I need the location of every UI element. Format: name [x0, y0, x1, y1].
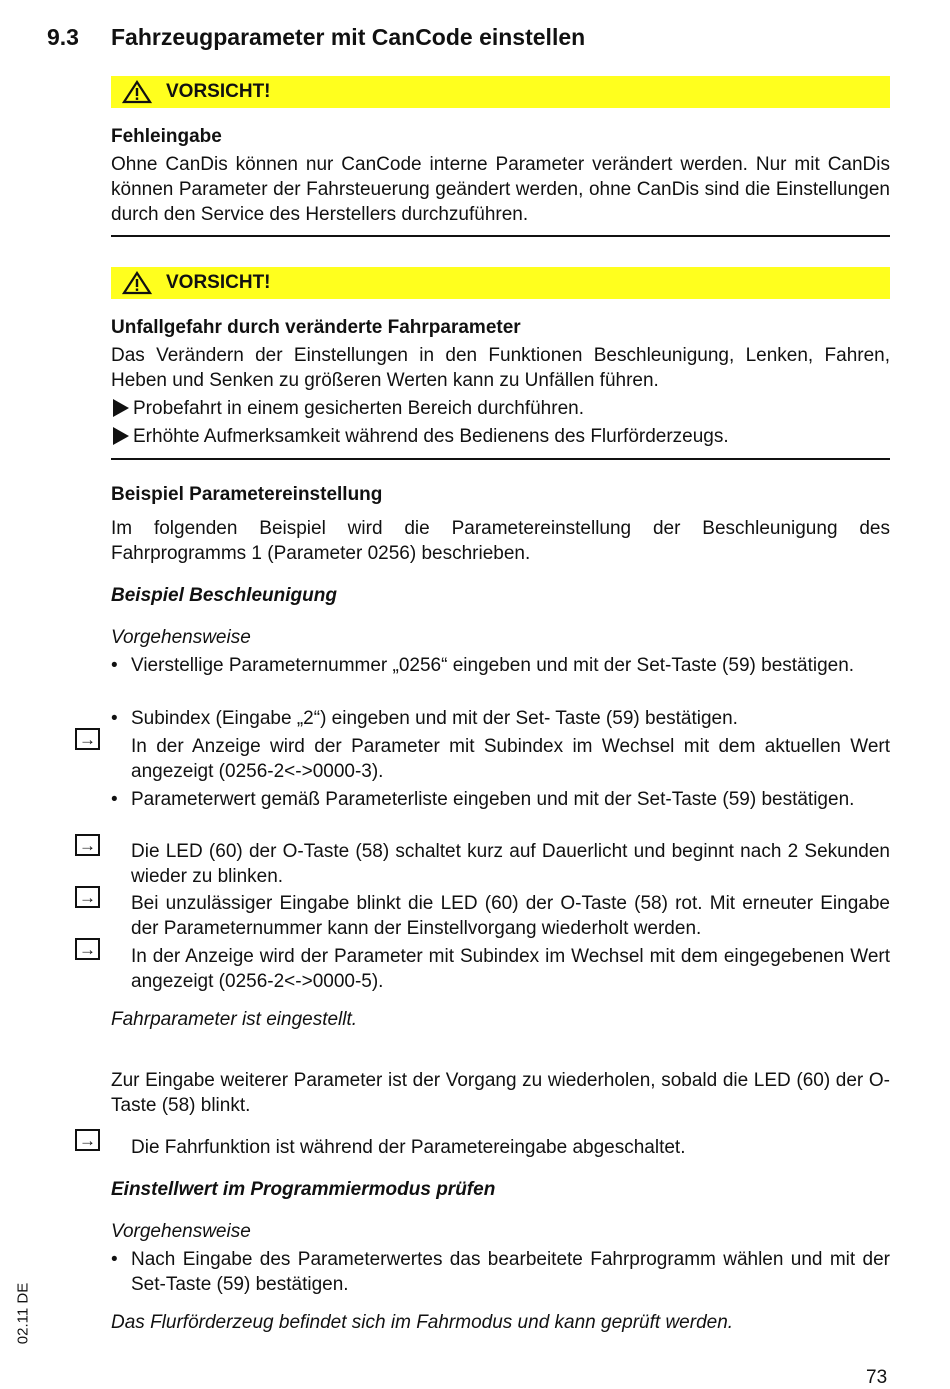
- warning-banner: [111, 267, 890, 299]
- list-item: • Nach Eingabe des Parameterwertes das bearbeitete Fahrprogramm wählen und mit der Set-Taste (59) bestätigen.: [111, 1249, 890, 1295]
- procedure-label: Vorgehensweise: [111, 1221, 251, 1242]
- list-item: • Subindex (Eingabe „2“) eingeben und mit der Set- Taste (59) bestätigen.: [111, 708, 738, 729]
- action-item: Erhöhte Aufmerksamkeit während des Bedienens des Flurförderzeugs.: [111, 424, 890, 449]
- warning-banner: [111, 76, 890, 108]
- action-arrow-icon: [113, 399, 129, 417]
- section-number: 9.3: [47, 24, 79, 50]
- warning-heading: Fehleingabe: [111, 126, 222, 147]
- warning-heading: Unfallgefahr durch veränderte Fahrparameter: [111, 317, 521, 338]
- warning-triangle-icon: [122, 271, 152, 295]
- warning-label: VORSICHT!: [166, 81, 271, 102]
- list-item: • Parameterwert gemäß Parameterliste eingeben und mit der Set-Taste (59) bestätigen.: [111, 789, 855, 810]
- check-result: Das Flurförderzeug befindet sich im Fahrmodus und kann geprüft werden.: [111, 1312, 734, 1333]
- example-intro: Im folgenden Beispiel wird die Parametereinstellung der Beschleunigung des Fahrprogramms 1 (Parameter 0256) beschrieben.: [111, 518, 890, 564]
- warning-triangle-icon: [122, 80, 152, 104]
- note-item: Die Fahrfunktion ist während der Parametereingabe abgeschaltet.: [131, 1137, 686, 1158]
- repeat-text: Zur Eingabe weiterer Parameter ist der Vorgang zu wiederholen, sobald die LED (60) der O-Taste (58) blinkt.: [111, 1070, 890, 1116]
- example-subheading: Beispiel Beschleunigung: [111, 585, 337, 606]
- action-item: Probefahrt in einem gesicherten Bereich durchführen.: [111, 396, 890, 421]
- note-arrow-box-icon: →: [75, 834, 100, 856]
- section-title: Fahrzeugparameter mit CanCode einstellen: [111, 24, 586, 50]
- date-code: 02.11 DE: [14, 1282, 32, 1345]
- procedure-label: Vorgehensweise: [111, 627, 251, 648]
- note-item: Bei unzulässiger Eingabe blinkt die LED (60) der O-Taste (58) rot. Mit erneuter Eingabe der Parameternummer kann der Einstellvorgang wiederholt werden.: [131, 893, 890, 939]
- result-text: Fahrparameter ist eingestellt.: [111, 1009, 358, 1030]
- list-item: • Vierstellige Parameternummer „0256“ eingeben und mit der Set-Taste (59) bestätigen.: [111, 655, 855, 676]
- warning-label: VORSICHT!: [166, 272, 271, 293]
- note-arrow-box-icon: →: [75, 886, 100, 908]
- warning-text: Das Verändern der Einstellungen in den Funktionen Beschleunigung, Lenken, Fahren, Heben und Senken zu größeren Werten kann zu Unfällen führen.: [111, 345, 890, 391]
- note-arrow-box-icon: →: [75, 938, 100, 960]
- note-arrow-box-icon: →: [75, 728, 100, 750]
- note-item: In der Anzeige wird der Parameter mit Subindex im Wechsel mit dem aktuellen Wert angezeigt (0256-2<->0000-3).: [131, 736, 890, 782]
- warning-text: Ohne CanDis können nur CanCode interne Parameter verändert werden. Nur mit CanDis können Parameter der Fahrsteuerung geändert werden, ohne CanDis sind die Einstellungen durch den Service des Herstellers durchzuführen.: [111, 154, 890, 225]
- note-item: Die LED (60) der O-Taste (58) schaltet kurz auf Dauerlicht und beginnt nach 2 Sekunden wieder zu blinken.: [131, 841, 890, 887]
- page-number: 73: [866, 1367, 888, 1388]
- example-heading: Beispiel Parametereinstellung: [111, 484, 383, 505]
- note-item: In der Anzeige wird der Parameter mit Subindex im Wechsel mit dem eingegebenen Wert angezeigt (0256-2<->0000-5).: [131, 946, 890, 992]
- divider: [111, 458, 890, 460]
- divider: [111, 235, 890, 237]
- note-arrow-box-icon: →: [75, 1129, 100, 1151]
- check-subheading: Einstellwert im Programmiermodus prüfen: [111, 1179, 496, 1200]
- action-arrow-icon: [113, 427, 129, 445]
